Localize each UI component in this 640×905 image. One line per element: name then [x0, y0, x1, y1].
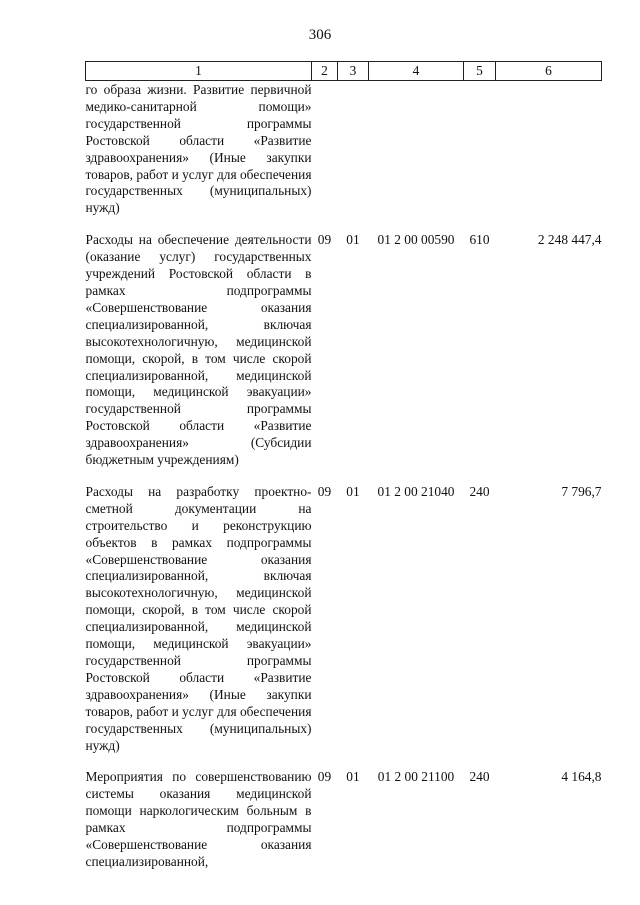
table-header-row	[86, 62, 602, 81]
table-row	[86, 217, 602, 469]
header-col-3: 3	[338, 62, 369, 81]
row-amount: 2 248 447,4	[537, 232, 602, 248]
row-expense-type	[464, 81, 496, 218]
row-description: Расходы на обеспечение деятельности (оказание услуг) государственных учреждений Ростовской области в рамках подпрограммы «Совершенствование оказания специализированной, включая высокотехнологичную, медицинской помощи, скорой, в том числе скорой специализированной, медицинской помощи, медицинской эвакуации» государственной программы Ростовской области «Развитие здравоохранения» (Субсидии бюджетным учреждениям)	[85, 232, 312, 468]
row-section: 09	[317, 232, 332, 248]
row-expense-type: 240	[469, 483, 490, 499]
row-amount: 4 164,8	[561, 769, 602, 785]
header-col-1: 1	[86, 62, 312, 81]
header-col-5: 5	[464, 62, 496, 81]
table-row	[86, 81, 602, 218]
row-subsection: 01	[346, 769, 360, 785]
row-section: 09	[317, 769, 332, 785]
row-target-article: 01 2 00 00590	[377, 232, 455, 248]
row-description: го образа жизни. Развитие первичной медико-санитарной помощи» государственной программы Ростовской области «Развитие здравоохранения» (Иные закупки товаров, работ и услуг для обеспечения государственных (муниципальных) нужд)	[85, 82, 312, 216]
row-subsection	[338, 81, 369, 218]
header-col-2: 2	[312, 62, 338, 81]
row-section	[312, 81, 338, 218]
header-col-4: 4	[369, 62, 464, 81]
row-description: Расходы на разработку проектно-сметной документации на строительство и реконструкцию объектов в рамках подпрограммы «Совершенствование оказания специализированной, включая высокотехнологичную, медицинской помощи, скорой, в том числе скорой специализированной, медицинской помощи, медицинской эвакуации» государственной программы Ростовской области «Развитие здравоохранения» (Иные закупки товаров, работ и услуг для обеспечения государственных (муниципальных) нужд)	[85, 483, 312, 753]
budget-table	[85, 61, 602, 871]
row-target-article: 01 2 00 21040	[377, 483, 455, 499]
row-target-article: 01 2 00 21100	[377, 769, 455, 785]
row-target-article	[369, 81, 464, 218]
page-number: 306	[308, 27, 332, 43]
row-expense-type: 610	[469, 232, 490, 248]
row-amount	[496, 81, 602, 218]
row-description: Мероприятия по совершенствованию системы оказания медицинской помощи наркологическим больным в рамках подпрограммы «Совершенствование оказания специализированной,	[85, 769, 312, 869]
row-section: 09	[317, 483, 332, 499]
header-col-6: 6	[496, 62, 602, 81]
row-subsection: 01	[346, 232, 360, 248]
table-row	[86, 754, 602, 870]
row-expense-type: 240	[469, 769, 490, 785]
row-amount: 7 796,7	[561, 483, 602, 499]
row-subsection: 01	[346, 483, 360, 499]
table-row	[86, 469, 602, 755]
